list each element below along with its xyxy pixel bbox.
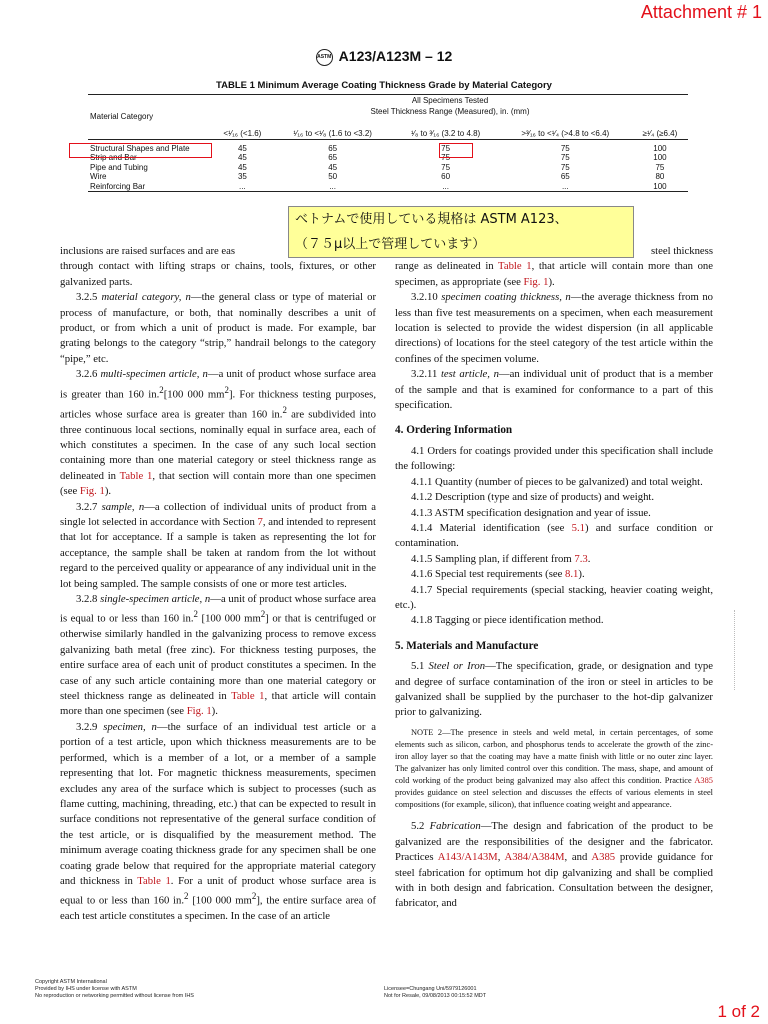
paragraph: steel thickness xyxy=(650,245,713,257)
table-cell: 45 xyxy=(237,143,247,153)
table-cell: 35 xyxy=(237,172,247,181)
a385-link[interactable]: A385 xyxy=(591,851,616,864)
a384-link[interactable]: A384/A384M xyxy=(504,851,565,864)
astm-logo-icon: ASTM xyxy=(316,49,333,66)
column-header: >³⁄₁₆ to <¹⁄₄ (>4.8 to <6.4) xyxy=(521,128,610,138)
fig-1-link[interactable]: Fig. 1 xyxy=(79,485,105,498)
paragraph-3-2-6: 3.2.6 multi-specimen article, n—a unit of product whose surface area is greater than 160 in.$^2$[100 000 $mm^2$]. For thickness testing purposes, articles whose surface area is greater than 160 in.$^2$ are subdivided into three continuous local sections, nominally equal in surface area, each of which constitutes a specimen. In the case of any such local section containing more than one material category or steel thickness range as delineated in Table 1, that section will contain more than one specimen (see Fig. 1). xyxy=(60,368,376,498)
group-header-2: Steel Thickness Range (Measured), in. (mm) xyxy=(370,107,530,116)
row-category: Pipe and Tubing xyxy=(90,162,148,172)
table-cell: 75 xyxy=(560,162,570,172)
paragraph-3-2-11: 3.2.11 test article, n—an individual unit of product that is a member of the sample and that is examined for conformance to a part of this specification. xyxy=(395,368,713,412)
table-cell: 75 xyxy=(441,153,451,162)
table-cell: 100 xyxy=(653,143,667,153)
table-cell: ... xyxy=(239,181,246,191)
column-header: ¹⁄₈ to ³⁄₁₆ (3.2 to 4.8) xyxy=(410,128,481,138)
footer-right: Licensee=Chungang Uni/5979126001 Not for Resale, 09/08/2013 00:15:52 MDT xyxy=(384,986,487,999)
table-cell: ... xyxy=(442,181,449,191)
column-header: ¹⁄₁₆ to <¹⁄₈ (1.6 to <3.2) xyxy=(293,128,372,138)
callout-line-2: （７５μ以上で管理しています） xyxy=(295,237,486,252)
table-cell: 65 xyxy=(328,143,338,153)
margin-guide xyxy=(734,610,735,690)
table-cell: ... xyxy=(561,181,569,191)
table-cell: 65 xyxy=(328,153,338,162)
table-cell: 75 xyxy=(441,162,451,172)
paragraph: range as delineated in Table 1, that article will contain more than one specimen, as appropriate (see Fig. 1). xyxy=(395,260,713,288)
table-cell: 100 xyxy=(653,153,667,162)
table-cell: ... xyxy=(329,181,336,191)
paragraph: inclusions are raised surfaces and are eas xyxy=(60,245,236,257)
paragraph-4-1-6: 4.1.6 Special test requirements (see 8.1). xyxy=(411,568,585,581)
table-caption: TABLE 1 Minimum Average Coating Thickness Grade by Material Category xyxy=(216,80,552,91)
paragraph-4-1-4: 4.1.4 Material identification (see 5.1) and surface condition or contamination. xyxy=(395,521,713,550)
paragraph-3-2-7: 3.2.7 sample, n—a collection of individual units of product from a single lot selected in accordance with Section 7, and intended to represent that lot for acceptance. If a sample is taken as representing the lot for acceptance, the sample shall be taken at random from the lot without regard to the perceived quality or appearance of any individual unit in the lot being sampled. The sample consists of one or more test articles. xyxy=(60,500,376,590)
section-heading-5: 5. Materials and Manufacture xyxy=(395,639,539,652)
table-1-link[interactable]: Table 1 xyxy=(231,690,265,703)
a143-link[interactable]: A143/A143M xyxy=(437,851,498,864)
paragraph-3-2-5: 3.2.5 material category, n—the general class or type of material or process of manufacture, or both, that nominally describes a unit of product, or from which a unit of product is made. For example, bar grating belongs to the category “strip,” handrail belongs to the category “pipe,” etc. xyxy=(60,291,376,365)
section-heading-4: 4. Ordering Information xyxy=(395,424,513,437)
section-5-1-link[interactable]: 5.1 xyxy=(571,521,585,534)
table-1-link[interactable]: Table 1 xyxy=(119,469,153,482)
row-category: Structural Shapes and Plate xyxy=(90,143,190,153)
note-2: NOTE 2—The presence in steels and weld metal, in certain percentages, of some elements such as silicon, carbon, and phosphorus tends to accelerate the growth of the zinc-iron alloy layer so that the coating may have a matte finish with little or no outer zinc layer. The galvanizer has only limited control over this condition. The mass, shape, and amount of cold working of the product being galvanized may also affect this condition. Practice A385 provides guidance on steel selection and discusses the effects of various elements in steel compositions (for example, silicon), that influence coating weight and appearance. xyxy=(395,727,713,810)
table-cell: 45 xyxy=(328,162,338,172)
table-cell: 75 xyxy=(441,143,451,153)
highlight-box-value xyxy=(439,143,473,158)
table-cell: 75 xyxy=(560,153,570,162)
paragraph-4-1: 4.1 Orders for coatings provided under this specification shall include the following: xyxy=(395,444,713,473)
right-column xyxy=(395,244,713,912)
paragraph-3-2-10: 3.2.10 specimen coating thickness, n—the average thickness from no less than five test measurements on a specimen, when each measurement location is selected to provide the widest dispersion (in all applicable directions) of locations for the steel category of the test article within the confines of the specimen volume. xyxy=(395,291,714,365)
paragraph-5-1: 5.1 Steel or Iron—The specification, grade, or designation and type and degree of surface contamination of the iron or steel in articles to be galvanized shall be supplied by the purchaser to the hot-dip galvanizer prior to galvanizing. xyxy=(395,660,714,719)
highlight-box-category xyxy=(69,143,212,158)
left-column xyxy=(60,244,376,925)
document-header xyxy=(0,48,768,66)
table-row xyxy=(88,172,688,182)
table-cell: 75 xyxy=(655,162,665,172)
callout-note xyxy=(288,206,634,258)
table-cell: 60 xyxy=(441,172,451,181)
paragraph-4-1-3: 4.1.3 ASTM specification designation and year of issue. xyxy=(411,506,651,519)
table-cell: 45 xyxy=(237,162,247,172)
table-cell: 100 xyxy=(653,181,667,191)
section-7-3-link[interactable]: 7.3 xyxy=(574,552,588,565)
table-1-link[interactable]: Table 1 xyxy=(137,874,171,887)
paragraph-4-1-8: 4.1.8 Tagging or piece identification method. xyxy=(411,614,604,627)
callout-line-1: ベトナムで使用している規格は ASTM A123、 xyxy=(295,212,568,227)
paragraph-4-1-7: 4.1.7 Special requirements (special stacking, heavier coating weight, etc.). xyxy=(395,583,713,611)
section-8-1-link[interactable]: 8.1 xyxy=(565,568,579,581)
section-7-link[interactable]: 7 xyxy=(257,516,263,529)
paragraph-4-1-5: 4.1.5 Sampling plan, if different from 7.3. xyxy=(411,552,591,565)
row-category: Wire xyxy=(90,172,107,181)
table-row xyxy=(88,163,688,173)
table-row xyxy=(88,182,688,192)
column-header: ≥¹⁄₄ (≥6.4) xyxy=(642,128,678,138)
table-cell: 65 xyxy=(560,172,570,181)
page-number: 1 of 2 xyxy=(717,1002,760,1021)
paragraph-4-1-2: 4.1.2 Description (type and size of products) and weight. xyxy=(411,491,655,504)
table-cell: 80 xyxy=(655,172,665,181)
category-header: Material Category xyxy=(90,112,154,122)
document-title: A123/A123M – 12 xyxy=(338,48,453,64)
paragraph-3-2-9: 3.2.9 specimen, n—the surface of an individual test article or a portion of a test article, upon which thickness measurements are to be performed, which is a member of a lot, or a member of a sample representing that lot. For magnetic thickness measurements, specimen excludes any area of the surface which is subject to processes (such as flame cutting, machining, threading, etc.) that can be expected to result in surface conditions not representative of the general surface condition of the test article, or is disqualified by the measurement method. The minimum average coating thickness grade for any specimen shall be one coating grade below that required for the appropriate material category and thickness in Table 1. For a unit of product whose surface area is equal to or less than 160 in.$^2$ [100 000 $mm^2$], the entire surface area of each test article constitutes a specimen. In the case of an article xyxy=(60,720,377,923)
fig-1-link[interactable]: Fig. 1 xyxy=(523,275,549,288)
footer-left: Copyright ASTM International Provided by IHS under license with ASTM No reproduction or networking permitted without license from IHS xyxy=(35,979,194,999)
paragraph-3-2-8: 3.2.8 single-specimen article, n—a unit of product whose surface area is equal to or less than 160 in.$^2$ [100 000 $mm^2$] or that is centrifuged or otherwise similarly handled in the galvanizing process to remove excess galvanizing bath metal (free zinc). For thickness testing purposes, the entire surface area of each unit of product constitutes a specimen. In the case of any such article containing more than one material category or steel thickness range as delineated in Table 1, that article will contain more than one specimen (see Fig. 1). xyxy=(60,593,377,718)
row-category: Reinforcing Bar xyxy=(90,181,146,191)
column-header: <¹⁄₁₆ (<1.6) xyxy=(223,128,262,138)
table-1-link[interactable]: Table 1 xyxy=(498,260,532,273)
a385-link[interactable]: A385 xyxy=(694,776,713,786)
table-cell: 45 xyxy=(237,153,247,162)
table-cell: 75 xyxy=(560,143,570,153)
paragraph: through contact with lifting straps or chains, tools, fixtures, or other galvanized parts. xyxy=(60,260,376,288)
attachment-label: Attachment # 1 xyxy=(640,2,762,22)
table-cell: 50 xyxy=(328,172,338,181)
paragraph-4-1-1: 4.1.1 Quantity (number of pieces to be galvanized) and total weight. xyxy=(411,475,703,488)
fig-1-link[interactable]: Fig. 1 xyxy=(186,705,212,718)
group-header-1: All Specimens Tested xyxy=(411,96,489,105)
row-category: Strip and Bar xyxy=(90,153,137,162)
paragraph-5-2: 5.2 Fabrication—The design and fabrication of the product to be galvanized are the responsibilities of the designer and the fabricator. Practices A143/A143M, A384/A384M, and A385 provide guidance for steel fabrication for optimum hot dip galvanizing and shall be complied with in both design and fabrication. Consultation between the designer, fabricator, and xyxy=(395,820,713,910)
